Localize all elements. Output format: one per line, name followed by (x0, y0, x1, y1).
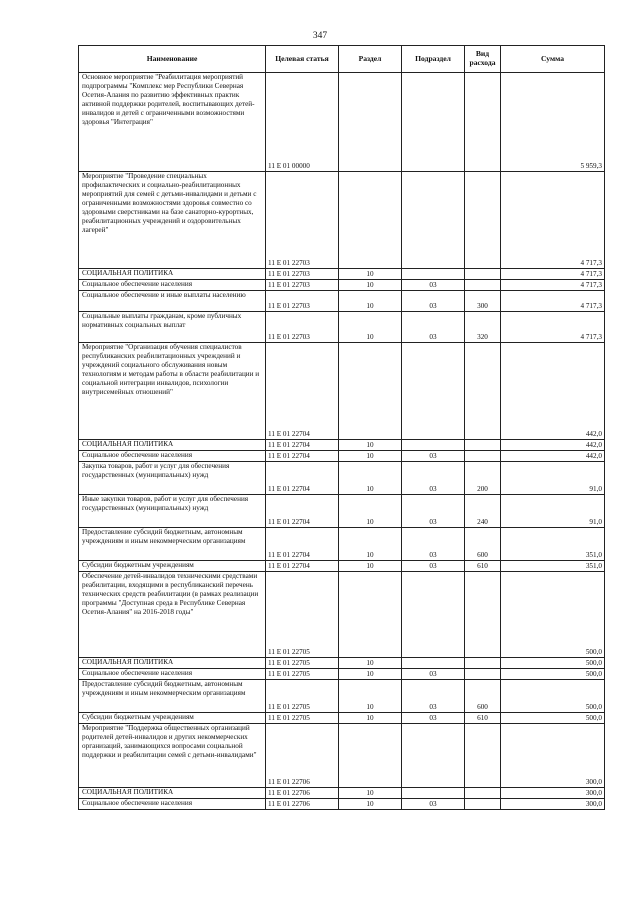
row-name: Социальное обеспечение населения (79, 799, 266, 810)
row-subsection (402, 73, 465, 172)
row-name: СОЦИАЛЬНАЯ ПОЛИТИКА (79, 269, 266, 280)
row-target: 11 Е 01 22703 (266, 312, 339, 343)
row-target: 11 Е 01 00000 (266, 73, 339, 172)
row-section (339, 172, 402, 269)
table-row (79, 799, 605, 810)
row-expense-type (465, 172, 501, 269)
row-name: Мероприятие "Поддержка общественных организаций родителей детей-инвалидов и других некоммерческих организаций, занимающихся вопросами социальной поддержки и реабилитации семей с детьми-инвалидами" (79, 724, 266, 788)
row-section: 10 (339, 658, 402, 669)
row-target: 11 Е 01 22706 (266, 724, 339, 788)
row-amount: 351,0 (501, 561, 605, 572)
row-name: Закупка товаров, работ и услуг для обеспечения государственных (муниципальных) нужд (79, 462, 266, 495)
row-name: СОЦИАЛЬНАЯ ПОЛИТИКА (79, 440, 266, 451)
row-section: 10 (339, 440, 402, 451)
row-expense-type (465, 669, 501, 680)
row-expense-type (465, 269, 501, 280)
table-body (79, 73, 605, 810)
table-row (79, 280, 605, 291)
row-expense-type (465, 73, 501, 172)
row-amount: 4 717,3 (501, 269, 605, 280)
row-subsection (402, 343, 465, 440)
row-expense-type: 300 (465, 291, 501, 312)
row-subsection: 03 (402, 495, 465, 528)
row-section: 10 (339, 280, 402, 291)
row-target: 11 Е 01 22704 (266, 343, 339, 440)
row-expense-type (465, 280, 501, 291)
row-target: 11 Е 01 22704 (266, 462, 339, 495)
row-section: 10 (339, 312, 402, 343)
row-amount: 91,0 (501, 495, 605, 528)
row-section (339, 343, 402, 440)
row-target: 11 Е 01 22704 (266, 451, 339, 462)
row-subsection: 03 (402, 669, 465, 680)
row-expense-type: 200 (465, 462, 501, 495)
row-amount: 300,0 (501, 799, 605, 810)
table-row (79, 680, 605, 713)
row-target: 11 Е 01 22704 (266, 440, 339, 451)
header-target: Целевая статья (266, 46, 339, 73)
row-section: 10 (339, 462, 402, 495)
row-target: 11 Е 01 22706 (266, 799, 339, 810)
row-subsection: 03 (402, 291, 465, 312)
page-number: 347 (312, 31, 328, 41)
row-expense-type (465, 799, 501, 810)
row-expense-type: 600 (465, 680, 501, 713)
header-expense-type: Вид расхода (465, 46, 501, 73)
row-expense-type (465, 724, 501, 788)
row-section: 10 (339, 713, 402, 724)
row-name: Иные закупки товаров, работ и услуг для обеспечения государственных (муниципальных) нужд (79, 495, 266, 528)
row-amount: 4 717,3 (501, 312, 605, 343)
row-amount: 500,0 (501, 572, 605, 658)
row-target: 11 Е 01 22704 (266, 528, 339, 561)
row-amount: 4 717,3 (501, 291, 605, 312)
header-amount: Сумма (501, 46, 605, 73)
row-name: Социальное обеспечение населения (79, 669, 266, 680)
table-row (79, 291, 605, 312)
row-name: Мероприятие "Организация обучения специалистов республиканских реабилитационных учреждений и учреждений социального обслуживания новым технологиям и методам работы в области реабилитации и социальной интеграции инвалидов, психологии внутрисемейных отношений" (79, 343, 266, 440)
row-section: 10 (339, 269, 402, 280)
row-amount: 500,0 (501, 658, 605, 669)
row-name: Социальное обеспечение населения (79, 280, 266, 291)
row-target: 11 Е 01 22703 (266, 280, 339, 291)
row-amount: 91,0 (501, 462, 605, 495)
row-amount: 442,0 (501, 343, 605, 440)
row-name: СОЦИАЛЬНАЯ ПОЛИТИКА (79, 788, 266, 799)
row-target: 11 Е 01 22705 (266, 572, 339, 658)
table-row (79, 788, 605, 799)
row-amount: 500,0 (501, 713, 605, 724)
row-section: 10 (339, 561, 402, 572)
row-section: 10 (339, 680, 402, 713)
row-subsection: 03 (402, 312, 465, 343)
row-section (339, 572, 402, 658)
table-header-row (79, 46, 605, 73)
row-amount: 351,0 (501, 528, 605, 561)
row-name: СОЦИАЛЬНАЯ ПОЛИТИКА (79, 658, 266, 669)
row-amount: 500,0 (501, 669, 605, 680)
table-row (79, 73, 605, 172)
row-subsection (402, 172, 465, 269)
row-expense-type: 240 (465, 495, 501, 528)
row-name: Предоставление субсидий бюджетным, автономным учреждениям и иным некоммерческим организациям (79, 680, 266, 713)
table-row (79, 495, 605, 528)
row-expense-type (465, 788, 501, 799)
table-row (79, 172, 605, 269)
budget-table (78, 45, 605, 810)
row-subsection (402, 724, 465, 788)
header-name: Наименование (79, 46, 266, 73)
row-target: 11 Е 01 22705 (266, 669, 339, 680)
row-subsection: 03 (402, 462, 465, 495)
row-section (339, 73, 402, 172)
table-row (79, 343, 605, 440)
row-subsection: 03 (402, 280, 465, 291)
row-target: 11 Е 01 22703 (266, 172, 339, 269)
row-amount: 300,0 (501, 788, 605, 799)
row-amount: 4 717,3 (501, 280, 605, 291)
header-section: Раздел (339, 46, 402, 73)
row-name: Субсидии бюджетным учреждениям (79, 713, 266, 724)
table-row (79, 451, 605, 462)
row-expense-type (465, 343, 501, 440)
row-section (339, 724, 402, 788)
row-section: 10 (339, 799, 402, 810)
row-subsection: 03 (402, 799, 465, 810)
table-row (79, 528, 605, 561)
row-subsection (402, 440, 465, 451)
row-section: 10 (339, 669, 402, 680)
row-subsection (402, 658, 465, 669)
row-target: 11 Е 01 22704 (266, 495, 339, 528)
header-subsection: Подраздел (402, 46, 465, 73)
row-target: 11 Е 01 22703 (266, 291, 339, 312)
row-subsection: 03 (402, 451, 465, 462)
row-subsection: 03 (402, 528, 465, 561)
table-row (79, 669, 605, 680)
row-expense-type (465, 658, 501, 669)
row-target: 11 Е 01 22703 (266, 269, 339, 280)
row-target: 11 Е 01 22705 (266, 713, 339, 724)
row-subsection: 03 (402, 713, 465, 724)
row-section: 10 (339, 528, 402, 561)
row-name: Основное мероприятие "Реабилитация мероприятий подпрограммы "Комплекс мер Республики Северная Осетия-Алания по развитию эффективных практик активной поддержки родителей, воспитывающих детей-инвалидов и детей с ограниченными возможностями здоровья "Интеграция" (79, 73, 266, 172)
row-section: 10 (339, 788, 402, 799)
row-target: 11 Е 01 22705 (266, 680, 339, 713)
row-target: 11 Е 01 22706 (266, 788, 339, 799)
row-amount: 300,0 (501, 724, 605, 788)
table-row (79, 561, 605, 572)
row-name: Обеспечение детей-инвалидов техническими средствами реабилитации, входящими в республиканский перечень технических средств реабилитации (в рамках реализации программы "Доступная среда в Республике Северная Осетия-Алания" на 2016-2018 годы" (79, 572, 266, 658)
row-amount: 442,0 (501, 440, 605, 451)
table-row (79, 572, 605, 658)
table-row (79, 713, 605, 724)
row-section: 10 (339, 495, 402, 528)
row-expense-type (465, 440, 501, 451)
table-row (79, 312, 605, 343)
table-row (79, 462, 605, 495)
row-subsection: 03 (402, 680, 465, 713)
table-row (79, 440, 605, 451)
table-row (79, 658, 605, 669)
row-amount: 5 959,3 (501, 73, 605, 172)
table-row (79, 724, 605, 788)
row-section: 10 (339, 451, 402, 462)
row-expense-type (465, 451, 501, 462)
row-section: 10 (339, 291, 402, 312)
row-name: Социальное обеспечение и иные выплаты населению (79, 291, 266, 312)
row-subsection: 03 (402, 561, 465, 572)
row-expense-type: 610 (465, 713, 501, 724)
row-target: 11 Е 01 22705 (266, 658, 339, 669)
row-expense-type (465, 572, 501, 658)
row-name: Мероприятие "Проведение специальных профилактических и социально-реабилитационных мероприятий для семей с детьми-инвалидами и детьми с ограниченными возможностями здоровья совместно со здоровыми сверстниками на базе санаторно-курортных, реабилитационных учреждений и оздоровительных лагерей" (79, 172, 266, 269)
row-name: Предоставление субсидий бюджетным, автономным учреждениям и иным некоммерческим организациям (79, 528, 266, 561)
row-expense-type: 600 (465, 528, 501, 561)
row-subsection (402, 572, 465, 658)
row-name: Социальные выплаты гражданам, кроме публичных нормативных социальных выплат (79, 312, 266, 343)
row-subsection (402, 269, 465, 280)
row-name: Субсидии бюджетным учреждениям (79, 561, 266, 572)
row-amount: 442,0 (501, 451, 605, 462)
row-target: 11 Е 01 22704 (266, 561, 339, 572)
row-expense-type: 610 (465, 561, 501, 572)
row-expense-type: 320 (465, 312, 501, 343)
row-name: Социальное обеспечение населения (79, 451, 266, 462)
row-amount: 4 717,3 (501, 172, 605, 269)
row-amount: 500,0 (501, 680, 605, 713)
row-subsection (402, 788, 465, 799)
table-row (79, 269, 605, 280)
